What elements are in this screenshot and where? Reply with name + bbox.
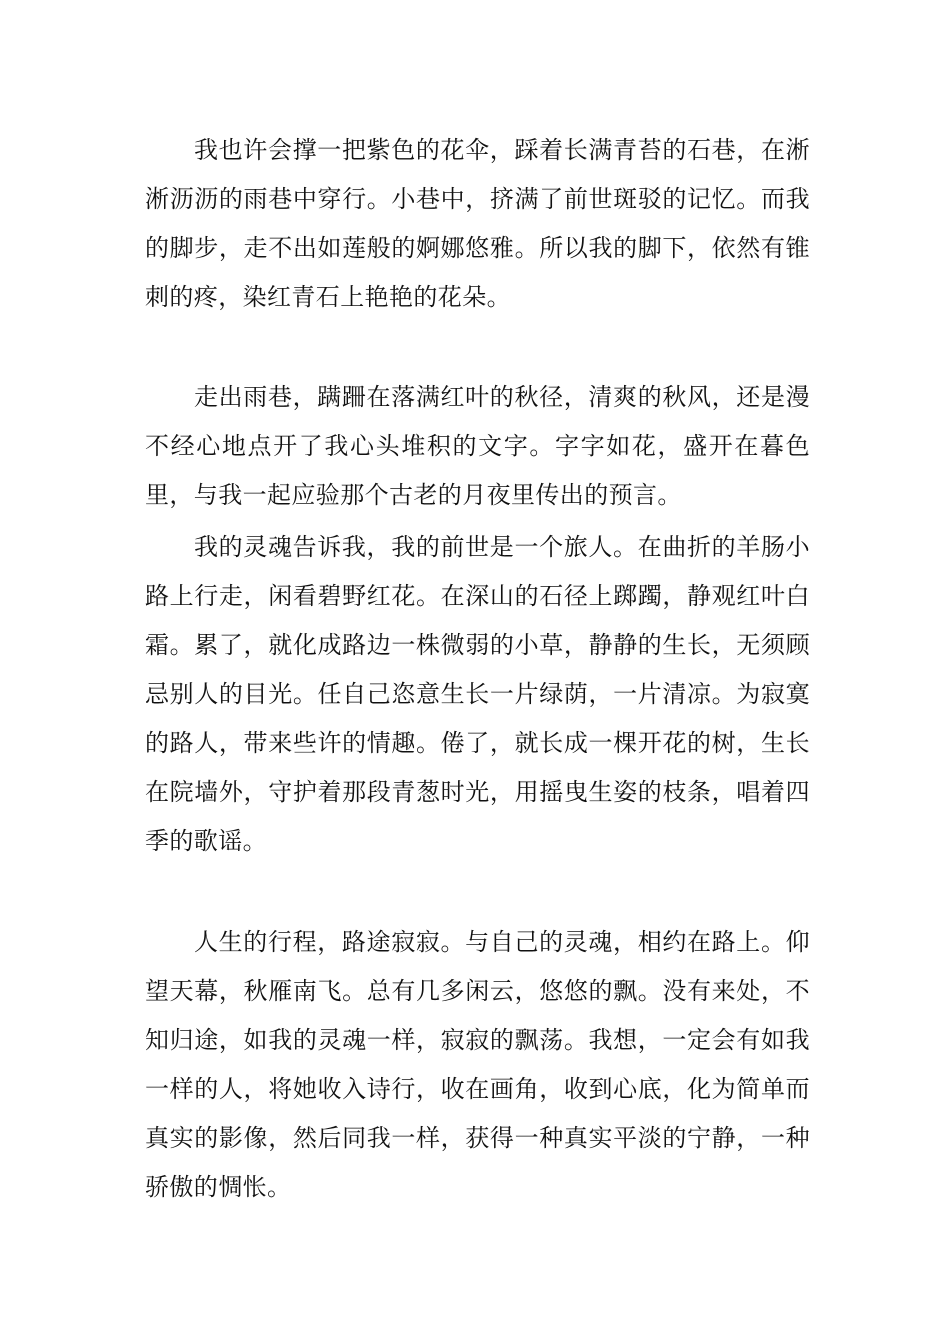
paragraph-autumn-path: 走出雨巷，蹒跚在落满红叶的秋径，清爽的秋风，还是漫不经心地点开了我心头堆积的文字。字字如花，盛开在暮色里，与我一起应验那个古老的月夜里传出的预言。: [145, 383, 810, 509]
paragraph-rain-alley: 我也许会撑一把紫色的花伞，踩着长满青苔的石巷，在淅淅沥沥的雨巷中穿行。小巷中，挤满了前世斑驳的记忆。而我的脚步，走不出如莲般的婀娜悠雅。所以我的脚下，依然有锥刺的疼，染红青石上艳艳的花朵。: [145, 136, 810, 311]
paragraph-life-journey: 人生的行程，路途寂寂。与自己的灵魂，相约在路上。仰望天幕，秋雁南飞。总有几多闲云，悠悠的飘。没有来处，不知归途，如我的灵魂一样，寂寂的飘荡。我想，一定会有如我一样的人，将她收入诗行，收在画角，收到心底，化为简单而真实的影像，然后同我一样，获得一种真实平淡的宁静，一种骄傲的惆怅。: [145, 928, 810, 1201]
paragraph-past-life-traveler: 我的灵魂告诉我，我的前世是一个旅人。在曲折的羊肠小路上行走，闲看碧野红花。在深山的石径上踯躅，静观红叶白霜。累了，就化成路边一株微弱的小草，静静的生长，无须顾忌别人的目光。任自己恣意生长一片绿荫，一片清凉。为寂寞的路人，带来些许的情趣。倦了，就长成一棵开花的树，生长在院墙外，守护着那段青葱时光，用摇曳生姿的枝条，唱着四季的歌谣。: [145, 533, 810, 855]
